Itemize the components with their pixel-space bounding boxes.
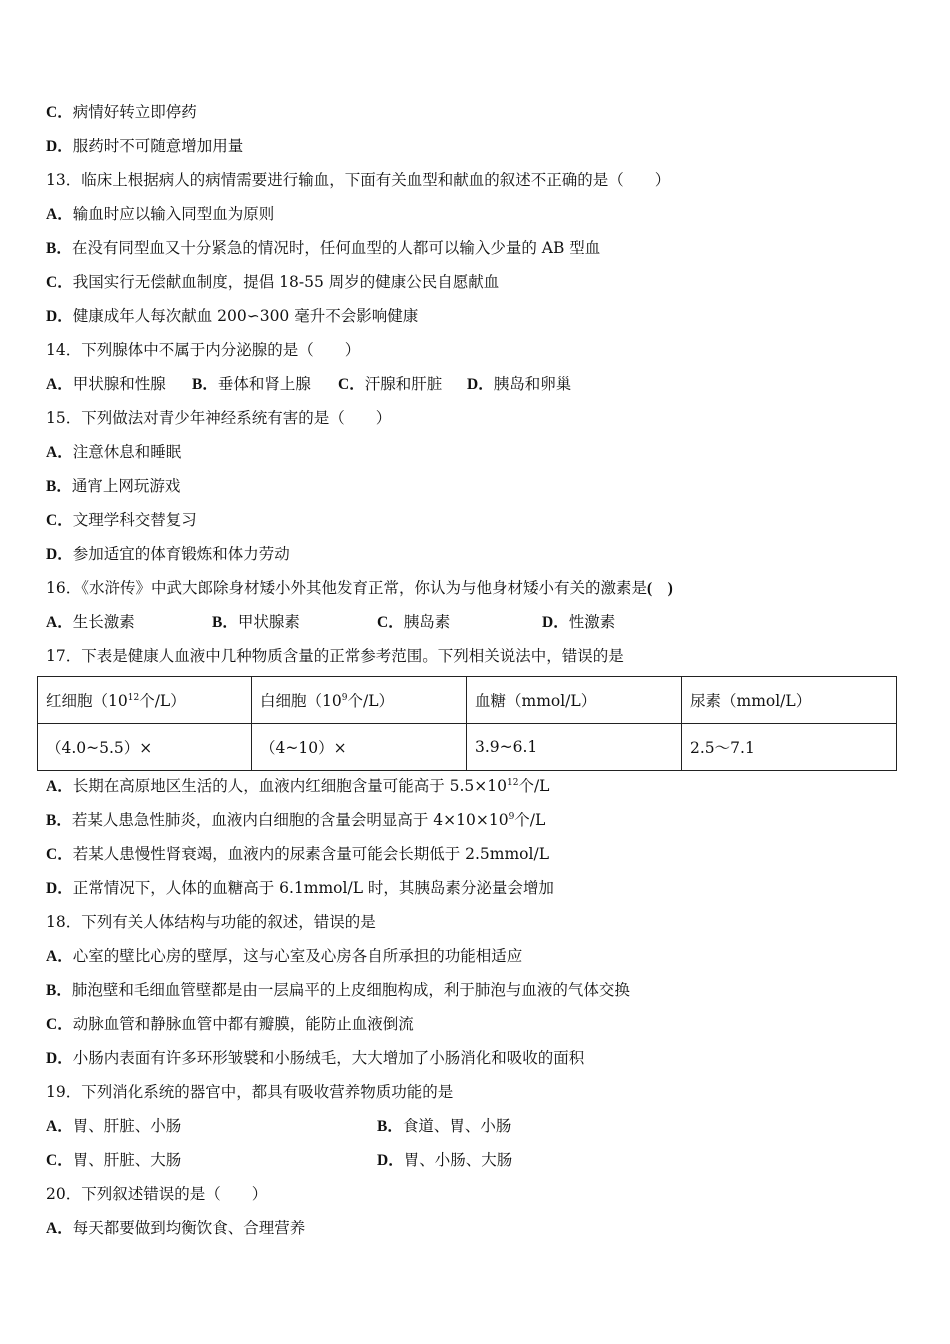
table-header-row <box>38 677 897 724</box>
q16-option-a: A．生长激素 <box>46 613 135 631</box>
q15-option-a: A．注意休息和睡眠 <box>46 443 182 461</box>
q19-stem: 19．下列消化系统的器官中，都具有吸收营养物质功能的是 <box>46 1083 454 1101</box>
q18-option-b: B．肺泡壁和毛细血管壁都是由一层扁平的上皮细胞构成，利于肺泡与血液的气体交换 <box>46 981 630 999</box>
q19-option-b: B．食道、胃、小肠 <box>377 1117 512 1135</box>
table-header-urea: 尿素（mmol/L） <box>682 677 897 724</box>
q12-option-c: C．病情好转立即停药 <box>46 103 197 121</box>
q17-option-b: B．若某人患急性肺炎，血液内白细胞的含量会明显高于 $4\times 10\times 10^9$个/L <box>46 811 546 829</box>
q15-stem: 15．下列做法对青少年神经系统有害的是（ ） <box>46 409 392 427</box>
q16-option-c: C．胰岛素 <box>377 613 451 631</box>
table-header-glucose: 血糖（mmol/L） <box>467 677 682 724</box>
q14-option-b: B．垂体和肾上腺 <box>192 375 311 393</box>
q13-option-c: C．我国实行无偿献血制度，提倡 18-55 周岁的健康公民自愿献血 <box>46 273 500 291</box>
q13-option-a: A．输血时应以输入同型血为原则 <box>46 205 275 223</box>
table-row <box>38 724 897 771</box>
q18-option-c: C．动脉血管和静脉血管中都有瓣膜，能防止血液倒流 <box>46 1015 414 1033</box>
q14-option-c: C．汗腺和肝脏 <box>338 375 443 393</box>
table-cell-urea: 2.5～7.1 <box>682 724 897 771</box>
q17-option-a: A．长期在高原地区生活的人，血液内红细胞含量可能高于 $5.5\times 10^{12}$个/L <box>46 777 550 795</box>
q19-option-c: C．胃、肝脏、大肠 <box>46 1151 182 1169</box>
q17-option-c: C．若某人患慢性肾衰竭，血液内的尿素含量可能会长期低于 2.5mmol/L <box>46 845 549 863</box>
q18-option-d: D．小肠内表面有许多环形皱襞和小肠绒毛，大大增加了小肠消化和吸收的面积 <box>46 1049 585 1067</box>
q15-option-c: C．文理学科交替复习 <box>46 511 197 529</box>
table-cell-glucose: 3.9~6.1 <box>467 724 682 771</box>
blood-reference-table <box>37 676 897 771</box>
q14-option-a: A．甲状腺和性腺 <box>46 375 166 393</box>
q19-option-a: A．胃、肝脏、小肠 <box>46 1117 182 1135</box>
q12-option-d: D．服药时不可随意增加用量 <box>46 137 244 155</box>
q19-option-d: D．胃、小肠、大肠 <box>377 1151 513 1169</box>
q13-option-b: B．在没有同型血又十分紧急的情况时，任何血型的人都可以输入少量的 AB 型血 <box>46 239 601 257</box>
table-header-wbc: 白细胞（$10^9$个/L） <box>252 677 467 724</box>
q16-option-b: B．甲状腺素 <box>212 613 300 631</box>
q14-option-d: D．胰岛和卵巢 <box>467 375 572 393</box>
q14-stem: 14．下列腺体中不属于内分泌腺的是（ ） <box>46 341 361 359</box>
q18-option-a: A．心室的壁比心房的壁厚，这与心室及心房各自所承担的功能相适应 <box>46 947 523 965</box>
table-cell-rbc: （4.0~5.5）× <box>38 724 252 771</box>
table-header-rbc: 红细胞（$10^{12}$个/L） <box>38 677 252 724</box>
q13-stem: 13．临床上根据病人的病情需要进行输血，下面有关血型和献血的叙述不正确的是（ ） <box>46 171 671 189</box>
q16-stem: 16．《水浒传》中武大郎除身材矮小外其他发育正常，你认为与他身材矮小有关的激素是( ) <box>46 579 673 597</box>
q17-stem: 17．下表是健康人血液中几种物质含量的正常参考范围。下列相关说法中，错误的是 <box>46 647 624 665</box>
q17-option-d: D．正常情况下，人体的血糖高于 6.1mmol/L 时，其胰岛素分泌量会增加 <box>46 879 554 897</box>
q20-option-a: A．每天都要做到均衡饮食、合理营养 <box>46 1219 306 1237</box>
q15-option-b: B．通宵上网玩游戏 <box>46 477 181 495</box>
q20-stem: 20．下列叙述错误的是（ ） <box>46 1185 268 1203</box>
q16-option-d: D．性激素 <box>542 613 616 631</box>
table-cell-wbc: （4~10）× <box>252 724 467 771</box>
q13-option-d: D．健康成年人每次献血 200∽300 毫升不会影响健康 <box>46 307 419 325</box>
q18-stem: 18．下列有关人体结构与功能的叙述，错误的是 <box>46 913 376 931</box>
q15-option-d: D．参加适宜的体育锻炼和体力劳动 <box>46 545 290 563</box>
